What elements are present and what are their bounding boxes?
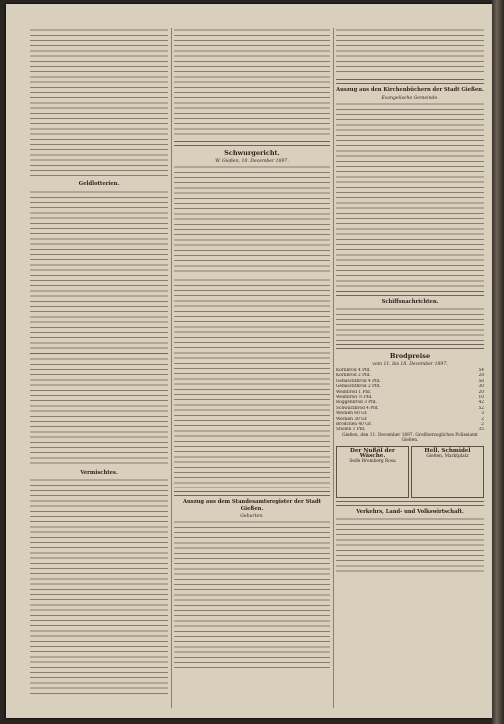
bread-price: 58 (478, 378, 484, 384)
bread-price-table (336, 368, 484, 433)
column-1 (30, 28, 168, 708)
column-3 (336, 28, 484, 708)
church-records-heading: Auszug aus den Kirchenbüchern der Stadt Gießen. (336, 87, 484, 93)
bread-item: Kornbrod 2 Pfd. (336, 373, 371, 379)
bread-price: 52 (478, 405, 484, 411)
column-3-top-text (336, 28, 484, 76)
bread-item: Wecken 30 Gr. (336, 416, 368, 422)
bread-item: Wecken 60 Gr. (336, 411, 368, 417)
shipping-heading: Schiffsnachrichten. (381, 298, 439, 305)
advertisement (411, 446, 484, 498)
bread-price: 2 (481, 422, 484, 428)
double-rule (174, 491, 330, 496)
column-2 (174, 28, 330, 708)
bread-price: 2 (481, 416, 484, 422)
court-heading: Schwurgericht. (224, 149, 280, 157)
bread-item: Gemischtbrod 4 Pfd. (336, 378, 381, 384)
advertisement (336, 446, 409, 498)
bread-item: Kornbrod 4 Pfd. (336, 368, 371, 373)
bread-prices-footer: Gießen, den 11. December 1897. Großherzogliches Polizeiamt Gießen. (342, 432, 478, 443)
ad-body: Gießen, Marktplatz (426, 454, 469, 460)
double-rule (336, 291, 484, 296)
bread-price: 10 (478, 395, 484, 401)
double-rule (336, 501, 484, 506)
double-rule (174, 141, 330, 146)
ad-title: Der Nußöl der Wäsche. (350, 447, 395, 460)
bread-prices-dateline: vom 11. bis 18. December 1897. (372, 362, 448, 367)
ad-body: Seife Bromberg Rosa (349, 459, 396, 465)
bread-price: 35 (478, 427, 484, 433)
church-records-text (336, 102, 484, 288)
bread-item: Weißbrod ½ Pfd. (336, 395, 373, 401)
market-heading: Verkehrs, Land- und Volkswirtschaft. (356, 508, 464, 515)
bread-item: Stollen 1 Pfd. (336, 427, 366, 433)
newspaper-page (6, 4, 492, 718)
local-news-text (30, 478, 168, 698)
church-records-subheading: Evangelische Gemeinde. (381, 95, 439, 101)
column-1-opening-text (30, 28, 168, 178)
notice-text (30, 357, 168, 467)
column-rule (333, 28, 334, 708)
market-text (336, 517, 484, 573)
shipping-text (336, 307, 484, 341)
bread-price: 28 (478, 373, 484, 379)
lotteries-text (30, 190, 168, 350)
bread-price: 3 (481, 411, 484, 417)
court-text (174, 165, 330, 275)
ad-title: Hell. Schmidel (424, 447, 471, 454)
registry-subheading: Geburten. (240, 514, 264, 519)
local-news-heading: Vermischtes. (80, 469, 118, 476)
bread-price: 30 (478, 384, 484, 390)
bread-price: 20 (478, 389, 484, 395)
court-text-2 (174, 278, 330, 488)
adjacent-page-edge (492, 0, 504, 724)
registry-heading: Auszug aus dem Standesamtsregister der Stadt Gießen. (182, 499, 322, 512)
lotteries-heading: Geldlotterien. (78, 181, 120, 187)
bread-item: Weißbrod 1 Pfd. (336, 389, 372, 395)
registry-text (174, 520, 330, 670)
bread-price: 42 (478, 400, 484, 406)
double-rule (336, 344, 484, 349)
bread-price: 54 (478, 368, 484, 373)
bread-item: Roggenbrod 3 Pfd. (336, 400, 377, 406)
court-dateline: W. Gießen, 10. December 1897. (215, 159, 289, 164)
double-rule (336, 79, 484, 84)
bread-item: Schwarzbrod 4 Pfd. (336, 405, 379, 411)
bread-prices-heading: Brodpreise (389, 352, 431, 360)
divider (30, 353, 168, 354)
bread-item: Brödchen 40 Gr. (336, 422, 372, 428)
ad-row (336, 446, 484, 498)
column-rule (171, 28, 172, 708)
column-2-top-text (174, 28, 330, 138)
bread-item: Gemischtbrod 2 Pfd. (336, 384, 381, 390)
